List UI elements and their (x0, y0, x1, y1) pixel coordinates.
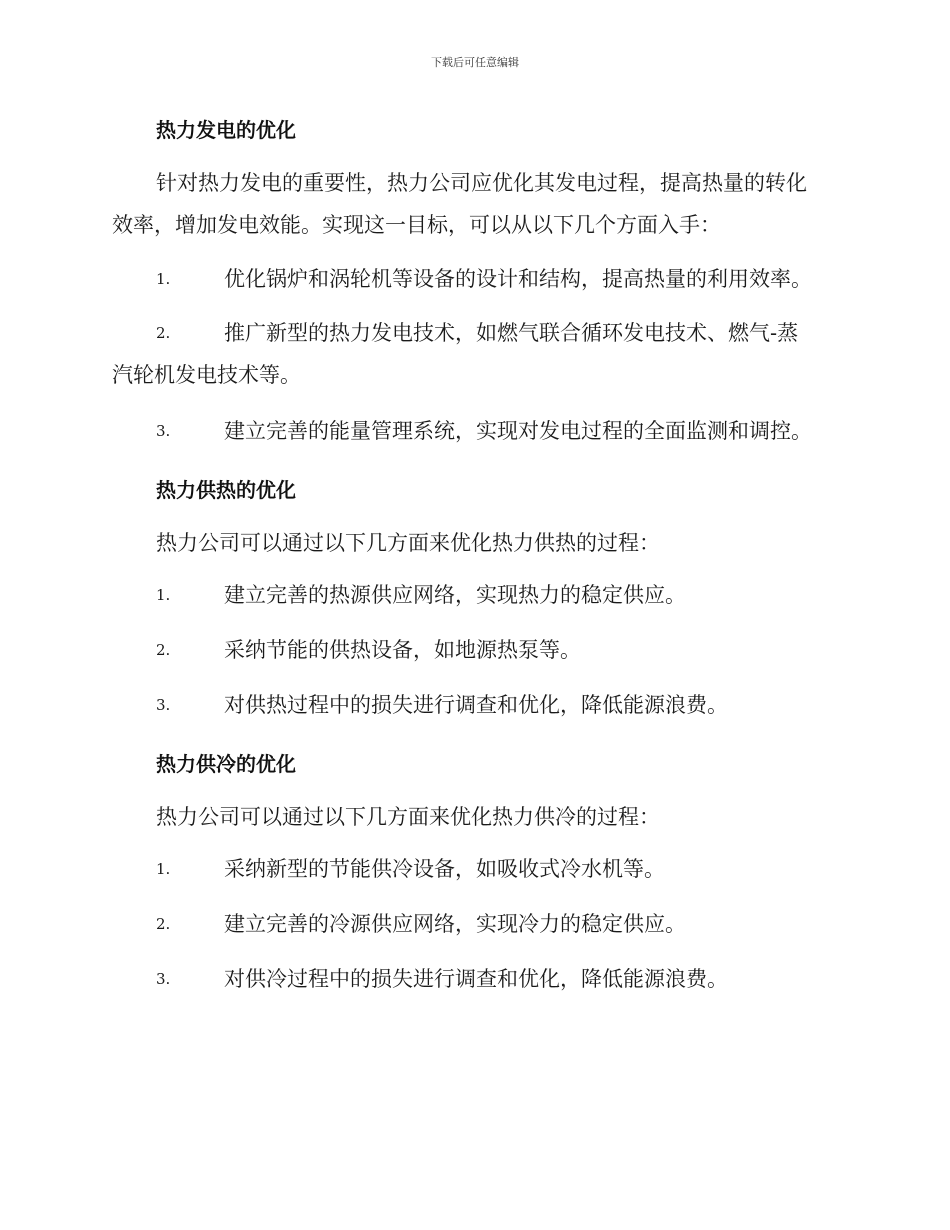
list-number: 1. (156, 586, 171, 604)
list-item (112, 258, 842, 300)
list-item (112, 410, 842, 452)
section-intro-line: 热力公司可以通过以下几方面来优化热力供冷的过程： (156, 805, 660, 829)
list-number: 2. (156, 915, 171, 933)
section-intro-line: 效率，增加发电效能。实现这一目标，可以从以下几个方面入手： (112, 213, 721, 237)
list-item (112, 312, 842, 396)
section-heading-power-generation: 热力发电的优化 (156, 118, 296, 142)
list-item-text: 建立完善的冷源供应网络，实现冷力的稳定供应。 (224, 912, 686, 936)
list-item (112, 574, 842, 616)
list-item (112, 958, 842, 1000)
list-item-text: 建立完善的热源供应网络，实现热力的稳定供应。 (224, 583, 686, 607)
list-number: 3. (156, 696, 171, 714)
list-number: 2. (156, 641, 171, 659)
section-heading-heating: 热力供热的优化 (156, 478, 296, 502)
list-item (112, 629, 842, 671)
list-item-text: 对供热过程中的损失进行调查和优化，降低能源浪费。 (224, 693, 728, 717)
list-item (112, 684, 842, 726)
list-item (112, 903, 842, 945)
list-item-text: 对供冷过程中的损失进行调查和优化，降低能源浪费。 (224, 967, 728, 991)
list-item (112, 848, 842, 890)
list-item-text: 采纳节能的供热设备，如地源热泵等。 (224, 638, 581, 662)
list-number: 2. (156, 324, 171, 342)
list-item-text-continued: 汽轮机发电技术等。 (112, 363, 301, 387)
list-number: 1. (156, 270, 171, 288)
list-number: 3. (156, 970, 171, 988)
list-item-text: 优化锅炉和涡轮机等设备的设计和结构，提高热量的利用效率。 (224, 267, 812, 291)
section-heading-cooling: 热力供冷的优化 (156, 752, 296, 776)
page-header-note: 下载后可任意编辑 (431, 56, 519, 69)
list-number: 1. (156, 860, 171, 878)
list-item-text: 推广新型的热力发电技术，如燃气联合循环发电技术、燃气-蒸 (224, 321, 799, 345)
section-intro-line: 热力公司可以通过以下几方面来优化热力供热的过程： (156, 531, 660, 555)
section-intro-line: 针对热力发电的重要性，热力公司应优化其发电过程，提高热量的转化 (156, 171, 807, 195)
list-item-text: 建立完善的能量管理系统，实现对发电过程的全面监测和调控。 (224, 419, 812, 443)
list-number: 3. (156, 422, 171, 440)
list-item-text: 采纳新型的节能供冷设备，如吸收式冷水机等。 (224, 857, 665, 881)
